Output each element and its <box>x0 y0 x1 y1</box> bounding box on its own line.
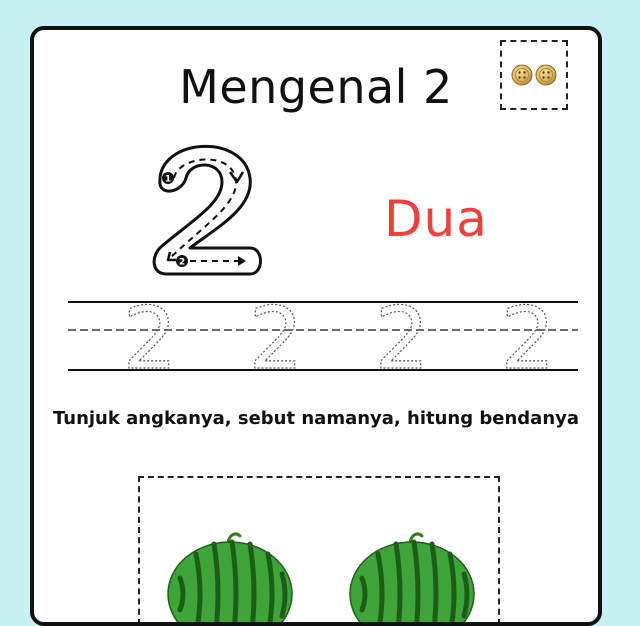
page-title: Mengenal 2 <box>179 60 453 114</box>
watermelon-icon <box>168 534 292 626</box>
practice-digit: 2 <box>374 298 430 378</box>
stroke-number-two: 2 <box>178 257 186 268</box>
object-counter-box <box>138 476 500 626</box>
tracing-digit-two <box>146 126 276 286</box>
instruction-text: Tunjuk angkanya, sebut namanya, hitung bendanya <box>52 408 580 429</box>
watermelon-icon <box>350 534 474 626</box>
practice-digit: 2 <box>248 298 304 378</box>
watermelons-illustration <box>140 478 498 626</box>
sewing-button-icon <box>512 65 532 85</box>
worksheet-card <box>30 26 602 626</box>
sewing-button-icon <box>536 65 556 85</box>
practice-digit: 2 <box>122 298 178 378</box>
buttons-illustration <box>502 42 566 108</box>
number-word: Dua <box>384 190 488 248</box>
handwriting-practice-lines <box>68 298 580 378</box>
stroke-number-one: 1 <box>164 174 172 185</box>
button-counter-box <box>500 40 568 110</box>
practice-digit: 2 <box>500 298 556 378</box>
